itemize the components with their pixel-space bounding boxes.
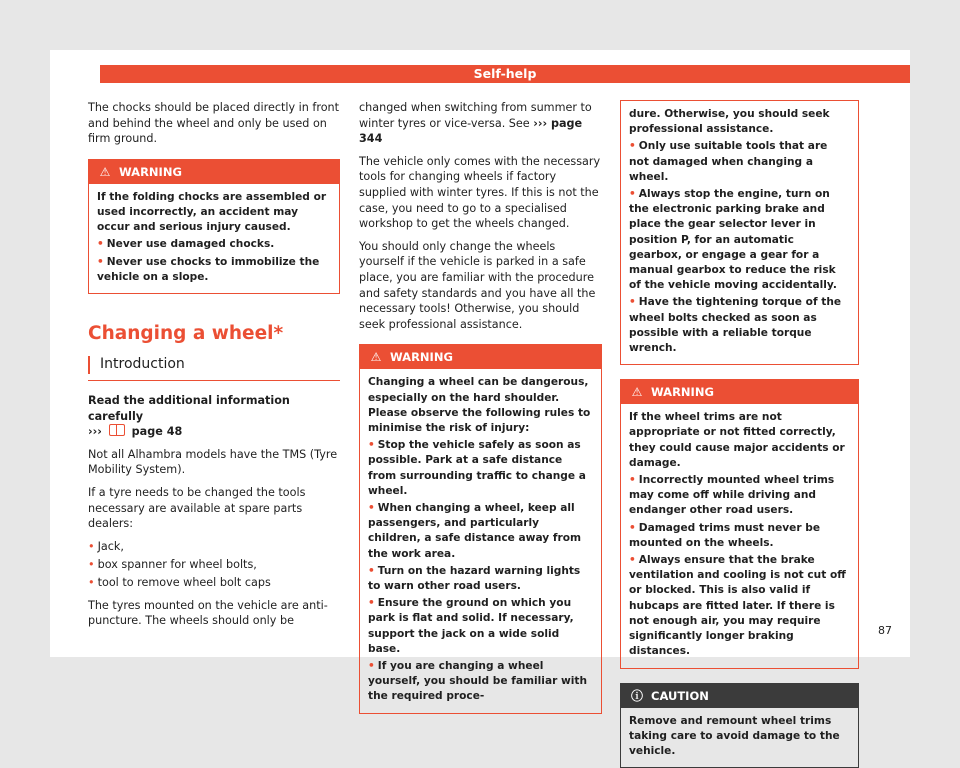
- section-heading: [88, 322, 340, 346]
- paragraph: Not all Alhambra models have the TMS (Tyre Mobility System).: [88, 447, 340, 478]
- warning-body: [89, 184, 339, 293]
- caution-label: CAUTION: [651, 684, 709, 708]
- column-3: [620, 100, 859, 768]
- subsection-title: Introduction: [100, 354, 185, 374]
- column-1: [88, 100, 340, 636]
- section-title: Changing a wheel*: [88, 322, 340, 346]
- caution-body: [621, 708, 858, 768]
- bullet-icon: •: [629, 474, 636, 486]
- subsection-heading: [88, 354, 340, 381]
- warning-box-chocks: [88, 159, 340, 294]
- warning-item: • Only use suitable tools that are not damaged when changing a wheel.: [629, 139, 850, 185]
- bullet-icon: •: [629, 140, 636, 152]
- bullet-icon: •: [97, 238, 104, 250]
- warning-lead: dure. Otherwise, you should seek professional assistance.: [629, 107, 850, 137]
- book-icon: [109, 424, 125, 436]
- list-item: • tool to remove wheel bolt caps: [88, 575, 340, 591]
- bullet-icon: •: [88, 576, 95, 589]
- warning-item: • Always ensure that the brake ventilation and cooling is not cut off or blocked. This is also valid if hubcaps are fitted later. If there is not enough air, you may require significantly longer braking distances.: [629, 553, 850, 659]
- paragraph: You should only change the wheels yourself if the vehicle is parked in a safe place, you are familiar with the procedure and safety standards and you have all the necessary tools! Otherwise, you should seek professional assistance.: [359, 239, 602, 333]
- warning-item: • Turn on the hazard warning lights to warn other road users.: [368, 564, 593, 594]
- warning-triangle-icon: ⚠: [629, 380, 645, 404]
- warning-triangle-icon: ⚠: [368, 345, 384, 369]
- warning-item: • Always stop the engine, turn on the electronic parking brake and place the gear selector lever in position P, for an automatic gearbox, or engage a gear for a manual gearbox to reduce the risk of the vehicle moving accidentally.: [629, 187, 850, 293]
- warning-body: [360, 369, 601, 712]
- bullet-icon: •: [629, 554, 636, 566]
- warning-box-continued: [620, 100, 859, 365]
- warning-item: • Incorrectly mounted wheel trims may come off while driving and endanger other road users.: [629, 473, 850, 519]
- tools-list: [88, 539, 340, 591]
- caution-header: [621, 684, 858, 708]
- warning-header: [89, 160, 339, 184]
- bullet-icon: •: [368, 502, 375, 514]
- warning-item: • Ensure the ground on which you park is flat and solid. If necessary, support the jack on a wide solid base.: [368, 596, 593, 657]
- paragraph: The tyres mounted on the vehicle are anti-puncture. The wheels should only be: [88, 598, 340, 629]
- bullet-icon: •: [368, 439, 375, 451]
- warning-label: WARNING: [651, 380, 714, 404]
- intro-paragraph: The chocks should be placed directly in front and behind the wheel and only be used on firm ground.: [88, 100, 340, 147]
- bullet-icon: •: [368, 565, 375, 577]
- warning-header: [621, 380, 858, 404]
- bullet-icon: •: [97, 256, 104, 268]
- warning-label: WARNING: [390, 345, 453, 369]
- bullet-icon: •: [629, 188, 636, 200]
- bullet-icon: •: [629, 522, 636, 534]
- warning-lead: If the folding chocks are assembled or used incorrectly, an accident may occur and serious injury caused.: [97, 190, 331, 236]
- list-item: • Jack,: [88, 539, 340, 555]
- page-reference-link[interactable]: ››› page 344: [359, 117, 582, 146]
- warning-box-trims: [620, 379, 859, 668]
- bullet-icon: •: [88, 540, 95, 553]
- info-circle-icon: ⓘ: [629, 684, 645, 708]
- warning-item: • Damaged trims must never be mounted on the wheels.: [629, 521, 850, 551]
- list-item: • box spanner for wheel bolts,: [88, 557, 340, 573]
- bullet-icon: •: [629, 296, 636, 308]
- caution-text: Remove and remount wheel trims taking care to avoid damage to the vehicle.: [629, 714, 850, 760]
- warning-body: [621, 101, 858, 364]
- warning-item: • Stop the vehicle safely as soon as possible. Park at a safe distance from surrounding traffic to change a wheel.: [368, 438, 593, 499]
- warning-item: • Never use damaged chocks.: [97, 237, 331, 252]
- page-reference-link[interactable]: page 48: [132, 425, 183, 438]
- warning-header: [360, 345, 601, 369]
- warning-triangle-icon: ⚠: [97, 160, 113, 184]
- manual-page: [50, 50, 910, 657]
- warning-box-changing: [359, 344, 602, 713]
- warning-lead: Changing a wheel can be dangerous, especially on the hard shoulder. Please observe the following rules to minimise the risk of injury:: [368, 375, 593, 436]
- paragraph: The vehicle only comes with the necessary tools for changing wheels if factory supplied with winter tyres. If this is not the case, you need to go to a specialised workshop to get the wheels changed.: [359, 154, 602, 232]
- warning-body: [621, 404, 858, 667]
- bullet-icon: •: [368, 597, 375, 609]
- caution-box: [620, 683, 859, 768]
- warning-label: WARNING: [119, 160, 182, 184]
- read-more-note: Read the additional information carefully ››› page 48: [88, 393, 340, 440]
- page-number: 87: [878, 624, 892, 637]
- column-2: [359, 100, 602, 714]
- warning-item: • Never use chocks to immobilize the vehicle on a slope.: [97, 255, 331, 285]
- bullet-icon: •: [88, 558, 95, 571]
- bullet-icon: •: [368, 660, 375, 672]
- paragraph: If a tyre needs to be changed the tools necessary are available at spare parts dealers:: [88, 485, 340, 532]
- paragraph: changed when switching from summer to winter tyres or vice-versa. See ››› page 344: [359, 100, 602, 147]
- warning-item: • If you are changing a wheel yourself, you should be familiar with the required proce-: [368, 659, 593, 705]
- warning-lead: If the wheel trims are not appropriate or not fitted correctly, they could cause major accidents or damage.: [629, 410, 850, 471]
- page-header: Self-help: [100, 65, 910, 83]
- warning-item: • When changing a wheel, keep all passengers, and particularly children, a safe distance away from the work area.: [368, 501, 593, 562]
- warning-item: • Have the tightening torque of the wheel bolts checked as soon as possible with a reliable torque wrench.: [629, 295, 850, 356]
